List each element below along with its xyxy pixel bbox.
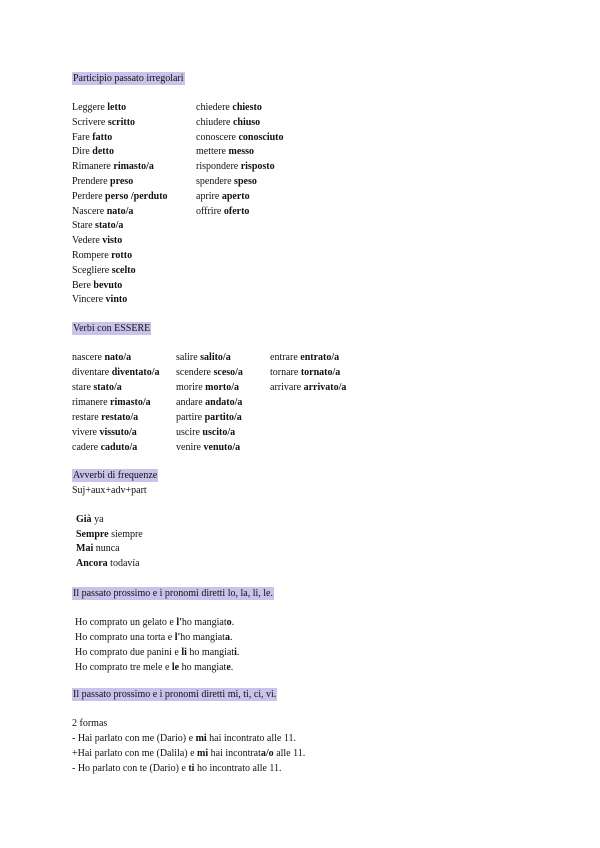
verb-participle: scelto — [111, 264, 136, 276]
adverb-word: Mai — [76, 543, 94, 554]
verb-row — [72, 145, 114, 158]
verb-infinitive: cadere — [72, 442, 99, 453]
verb-infinitive: conoscere — [196, 131, 236, 143]
verb-row — [72, 264, 136, 277]
verb-participle: risposto — [240, 161, 275, 173]
adverb-formula: Suj+aux+adv+part — [72, 485, 147, 496]
verb-infinitive: partire — [176, 412, 203, 423]
verb-infinitive: Prendere — [72, 176, 108, 187]
verb-participle: salito/a — [200, 352, 231, 363]
verb-infinitive: Vincere — [72, 294, 104, 306]
verb-infinitive: vivere — [72, 427, 97, 438]
verb-infinitive: Perdere — [72, 190, 103, 202]
verb-infinitive: Rompere — [72, 250, 109, 261]
sentence-agreement: a/o — [260, 748, 274, 759]
sentence-text: ho mangiat — [179, 662, 227, 673]
verb-infinitive: offrire — [196, 205, 222, 217]
sentence-text: Ho comprato due panini e — [75, 647, 182, 658]
verb-row — [72, 190, 168, 203]
verb-infinitive: Scegliere — [72, 264, 110, 276]
sentence-pronoun: li — [181, 647, 187, 658]
example-sentence — [72, 747, 305, 760]
adverb-row — [76, 557, 140, 570]
verb-participle: fatto — [92, 131, 113, 143]
sentence-text: - Hai parlato con me (Dario) e — [72, 733, 196, 744]
verb-row — [196, 145, 254, 158]
verb-participle: partito/a — [204, 412, 242, 423]
section-heading-pronouns-lo-la-li-le: Il passato prossimo e i pronomi diretti lo, la, li, le. — [73, 588, 273, 599]
verb-infinitive: salire — [176, 352, 198, 363]
verb-participle: rimasto/a — [110, 397, 151, 408]
sentence-text: . — [236, 647, 240, 658]
sentence-text: Ho comprato tre mele e — [75, 662, 172, 673]
verb-row — [72, 175, 133, 188]
verb-infinitive: Scrivere — [72, 116, 106, 128]
sentence-text: hai incontrat — [208, 748, 261, 759]
verb-participle: arrivato/a — [303, 382, 347, 393]
verb-row — [72, 381, 122, 394]
verb-row — [72, 411, 138, 424]
sentence-text: ho mangiat — [180, 632, 225, 643]
verb-infinitive: rimanere — [72, 397, 108, 408]
sentence-agreement: o — [226, 617, 232, 628]
verb-participle: nato/a — [104, 352, 132, 363]
verb-participle: morto/a — [205, 382, 240, 393]
verb-participle: sceso/a — [213, 367, 243, 378]
adverb-row — [76, 542, 120, 555]
adverb-meaning: todavía — [110, 557, 140, 569]
sentence-text: Ho comprato un gelato e — [75, 617, 177, 628]
verb-row — [72, 116, 135, 129]
sentence-text: ho mangiat — [181, 617, 227, 628]
verb-row — [72, 234, 122, 247]
verb-infinitive: uscire — [176, 427, 200, 438]
verb-participle: stato/a — [95, 220, 124, 232]
section-heading-adverbs: Avverbi di frequenze — [73, 470, 158, 481]
verb-infinitive: aprire — [196, 190, 220, 202]
verb-infinitive: Fare — [72, 131, 90, 143]
verb-row — [72, 293, 127, 306]
verb-row — [72, 249, 132, 262]
verb-infinitive: arrivare — [270, 382, 302, 393]
verb-row — [196, 205, 249, 218]
verb-participle: diventato/a — [111, 367, 160, 378]
verb-participle: uscito/a — [202, 427, 236, 438]
sentence-text: . — [230, 662, 234, 673]
verb-infinitive: Vedere — [72, 235, 100, 247]
verb-row — [72, 160, 154, 173]
verb-infinitive: andare — [176, 397, 203, 408]
verb-infinitive: Dire — [72, 146, 90, 158]
verb-row — [176, 411, 242, 424]
sentence-pronoun: mi — [197, 748, 209, 759]
verb-infinitive: rispondere — [196, 161, 239, 173]
verb-row — [176, 441, 240, 454]
adverb-meaning: siempre — [111, 528, 143, 540]
adverb-word: Sempre — [76, 528, 109, 540]
sentence-agreement: i — [234, 647, 237, 658]
sentence-pronoun: le — [171, 662, 180, 673]
sentence-text: . — [229, 632, 233, 643]
verb-row — [176, 366, 243, 379]
verb-row — [72, 219, 123, 232]
sentence-text: alle 11. — [273, 748, 306, 759]
sentence-text: . — [231, 617, 235, 628]
verb-infinitive: entrare — [270, 352, 298, 363]
verb-participle: speso — [234, 176, 257, 187]
sentence-pronoun: ti — [188, 763, 195, 774]
verb-row — [72, 131, 112, 144]
verb-infinitive: venire — [176, 442, 201, 453]
verb-infinitive: chiedere — [196, 102, 230, 113]
verb-participle: oferto — [223, 205, 250, 217]
sentence-text: - Ho parlato con te (Dario) e — [72, 763, 189, 774]
example-sentence — [75, 631, 232, 644]
verb-row — [72, 351, 131, 364]
verb-row — [196, 160, 275, 173]
verb-row — [196, 131, 283, 144]
sentence-text: +Hai parlato con me (Dalila) e — [72, 748, 198, 759]
verb-participle: chiesto — [232, 102, 262, 113]
verb-row — [196, 101, 262, 114]
verb-participle: perso /perduto — [105, 190, 168, 202]
example-sentence — [72, 732, 296, 745]
verb-participle: scritto — [107, 116, 136, 128]
verb-infinitive: Leggere — [72, 102, 105, 113]
verb-infinitive: chiudere — [196, 116, 231, 128]
sentence-text: ho mangiat — [186, 647, 235, 658]
verb-row — [72, 205, 133, 218]
verb-infinitive: scendere — [176, 367, 211, 378]
verb-row — [196, 175, 257, 188]
forms-intro: 2 formas — [72, 718, 108, 729]
example-sentence — [75, 616, 234, 629]
adverb-meaning: nunca — [95, 543, 120, 554]
adverb-word: Ancora — [76, 557, 108, 569]
sentence-pronoun: l' — [174, 632, 181, 643]
verb-row — [196, 190, 250, 203]
adverb-word: Già — [76, 514, 92, 525]
verb-infinitive: mettere — [196, 146, 226, 158]
verb-row — [72, 441, 137, 454]
verb-row — [270, 351, 339, 364]
verb-infinitive: Nascere — [72, 205, 105, 217]
verb-participle: tornato/a — [300, 367, 341, 378]
sentence-pronoun: mi — [195, 733, 207, 744]
adverb-meaning: ya — [94, 514, 104, 525]
verb-participle: caduto/a — [100, 442, 138, 453]
verb-infinitive: stare — [72, 382, 91, 393]
verb-row — [176, 426, 235, 439]
verb-participle: entrato/a — [300, 352, 340, 363]
verb-participle: bevuto — [93, 279, 123, 291]
verb-row — [176, 396, 242, 409]
verb-row — [72, 366, 159, 379]
verb-participle: detto — [92, 146, 114, 158]
verb-participle: restato/a — [101, 412, 139, 423]
verb-participle: stato/a — [93, 382, 122, 393]
verb-participle: nato/a — [106, 205, 134, 217]
verb-row — [196, 116, 260, 129]
verb-infinitive: diventare — [72, 367, 110, 378]
verb-participle: visto — [102, 235, 123, 247]
verb-infinitive: tornare — [270, 367, 299, 378]
adverb-row — [76, 528, 143, 541]
verb-row — [72, 279, 122, 292]
verb-participle: messo — [228, 146, 255, 158]
verb-row — [72, 101, 126, 114]
verb-participle: rotto — [111, 250, 133, 261]
verb-participle: chiuso — [232, 116, 261, 128]
sentence-agreement: a — [224, 632, 230, 643]
verb-infinitive: Stare — [72, 220, 93, 232]
section-heading-essere-verbs: Verbi con ESSERE — [73, 323, 151, 334]
verb-row — [270, 381, 346, 394]
verb-participle: preso — [110, 176, 134, 187]
verb-infinitive: Bere — [72, 279, 91, 291]
verb-participle: letto — [107, 102, 127, 113]
sentence-pronoun: l' — [176, 617, 182, 628]
verb-row — [270, 366, 340, 379]
verb-row — [176, 381, 239, 394]
sentence-text: Ho comprato una torta e — [75, 632, 175, 643]
example-sentence — [75, 661, 233, 674]
sentence-text: ho incontrato alle 11. — [194, 763, 282, 774]
verb-infinitive: morire — [176, 382, 203, 393]
adverb-row — [76, 513, 104, 526]
verb-participle: conosciuto — [238, 131, 284, 143]
section-heading-irregular-participles: Participio passato irregolari — [73, 73, 184, 84]
verb-participle: venuto/a — [203, 442, 241, 453]
verb-participle: andato/a — [205, 397, 243, 408]
verb-participle: vissuto/a — [99, 427, 137, 438]
sentence-agreement: e — [226, 662, 231, 673]
verb-infinitive: spendere — [196, 176, 232, 187]
verb-row — [176, 351, 231, 364]
verb-infinitive: Rimanere — [72, 161, 111, 173]
verb-infinitive: nascere — [72, 352, 102, 363]
example-sentence — [75, 646, 239, 659]
verb-participle: vinto — [105, 294, 128, 306]
verb-participle: aperto — [221, 190, 250, 202]
verb-row — [72, 396, 151, 409]
example-sentence — [72, 762, 282, 775]
verb-participle: rimasto/a — [113, 161, 154, 173]
sentence-text: hai incontrato alle 11. — [206, 733, 296, 744]
verb-infinitive: restare — [72, 412, 99, 423]
verb-row — [72, 426, 137, 439]
section-heading-pronouns-mi-ti: Il passato prossimo e i pronomi diretti mi, ti, ci, vi. — [73, 689, 277, 700]
